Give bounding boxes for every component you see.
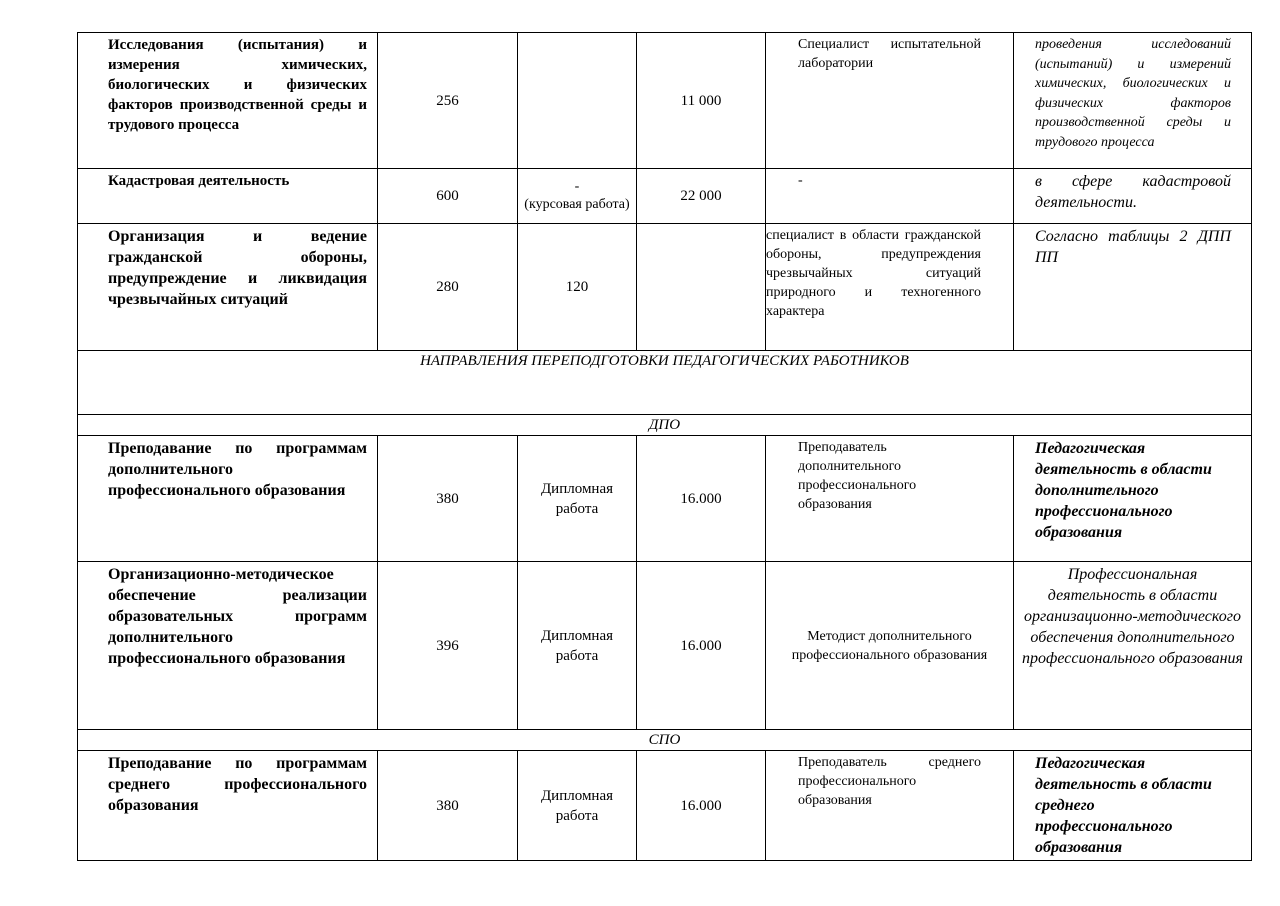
program-qualification: Специалист испытательной лаборатории <box>766 33 1014 169</box>
program-name: Кадастровая деятельность <box>78 169 378 224</box>
attestation-note: (курсовая работа) <box>524 197 630 212</box>
program-qualification: Методист дополнительного профессионального образования <box>766 562 1014 730</box>
program-hours: 380 <box>378 751 518 861</box>
program-name: Организационно-методическое обеспечение реализации образовательных программ дополнительного профессионального образования <box>78 562 378 730</box>
program-qualification: Преподаватель среднего профессионального образования <box>766 751 1014 861</box>
attestation-dash: - <box>574 179 580 194</box>
program-name: Организация и ведение гражданской обороны, предупреждение и ликвидация чрезвычайных ситуаций <box>78 224 378 351</box>
program-price: 11 000 <box>637 33 766 169</box>
group-dpo: ДПО <box>78 415 1252 436</box>
program-hours: 256 <box>378 33 518 169</box>
table-row <box>78 751 1252 861</box>
group-row <box>78 730 1252 751</box>
program-qualification: - <box>766 169 1014 224</box>
program-hours: 280 <box>378 224 518 351</box>
program-price: 16.000 <box>637 436 766 562</box>
section-heading: НАПРАВЛЕНИЯ ПЕРЕПОДГОТОВКИ ПЕДАГОГИЧЕСКИХ РАБОТНИКОВ <box>78 351 1252 415</box>
table-row <box>78 562 1252 730</box>
program-qualification: специалист в области гражданской обороны, предупреждения чрезвычайных ситуаций природного и техногенного характера <box>766 224 1014 351</box>
program-attestation: Дипломная работа <box>518 562 637 730</box>
program-price: 16.000 <box>637 562 766 730</box>
table-row <box>78 224 1252 351</box>
group-spo: СПО <box>78 730 1252 751</box>
program-activity: Педагогическая деятельность в области среднего профессионального образования <box>1014 751 1252 861</box>
program-attestation: Дипломная работа <box>518 751 637 861</box>
table-row <box>78 436 1252 562</box>
group-row <box>78 415 1252 436</box>
program-attestation: Дипломная работа <box>518 436 637 562</box>
section-heading-row <box>78 351 1252 415</box>
program-attestation <box>518 33 637 169</box>
program-activity: Согласно таблицы 2 ДПП ПП <box>1014 224 1252 351</box>
program-activity: в сфере кадастровой деятельности. <box>1014 169 1252 224</box>
program-name: Исследования (испытания) и измерения химических, биологических и физических факторов производственной среды и трудового процесса <box>78 33 378 169</box>
programs-table <box>77 32 1252 861</box>
program-hours: 396 <box>378 562 518 730</box>
table-row <box>78 33 1252 169</box>
table-row <box>78 169 1252 224</box>
program-price: 22 000 <box>637 169 766 224</box>
program-price: 16.000 <box>637 751 766 861</box>
program-qualification: Преподаватель дополнительного профессионального образования <box>766 436 1014 562</box>
program-hours: 600 <box>378 169 518 224</box>
program-name: Преподавание по программам среднего профессионального образования <box>78 751 378 861</box>
program-activity: проведения исследований (испытаний) и измерений химических, биологических и физических факторов производственной среды и трудового процесса <box>1014 33 1252 169</box>
program-activity: Педагогическая деятельность в области дополнительного профессионального образования <box>1014 436 1252 562</box>
program-name: Преподавание по программам дополнительного профессионального образования <box>78 436 378 562</box>
program-activity: Профессиональная деятельность в области организационно-методического обеспечения дополнительного профессионального образования <box>1014 562 1252 730</box>
program-price <box>637 224 766 351</box>
program-attestation <box>518 169 637 224</box>
program-attestation: 120 <box>518 224 637 351</box>
program-hours: 380 <box>378 436 518 562</box>
